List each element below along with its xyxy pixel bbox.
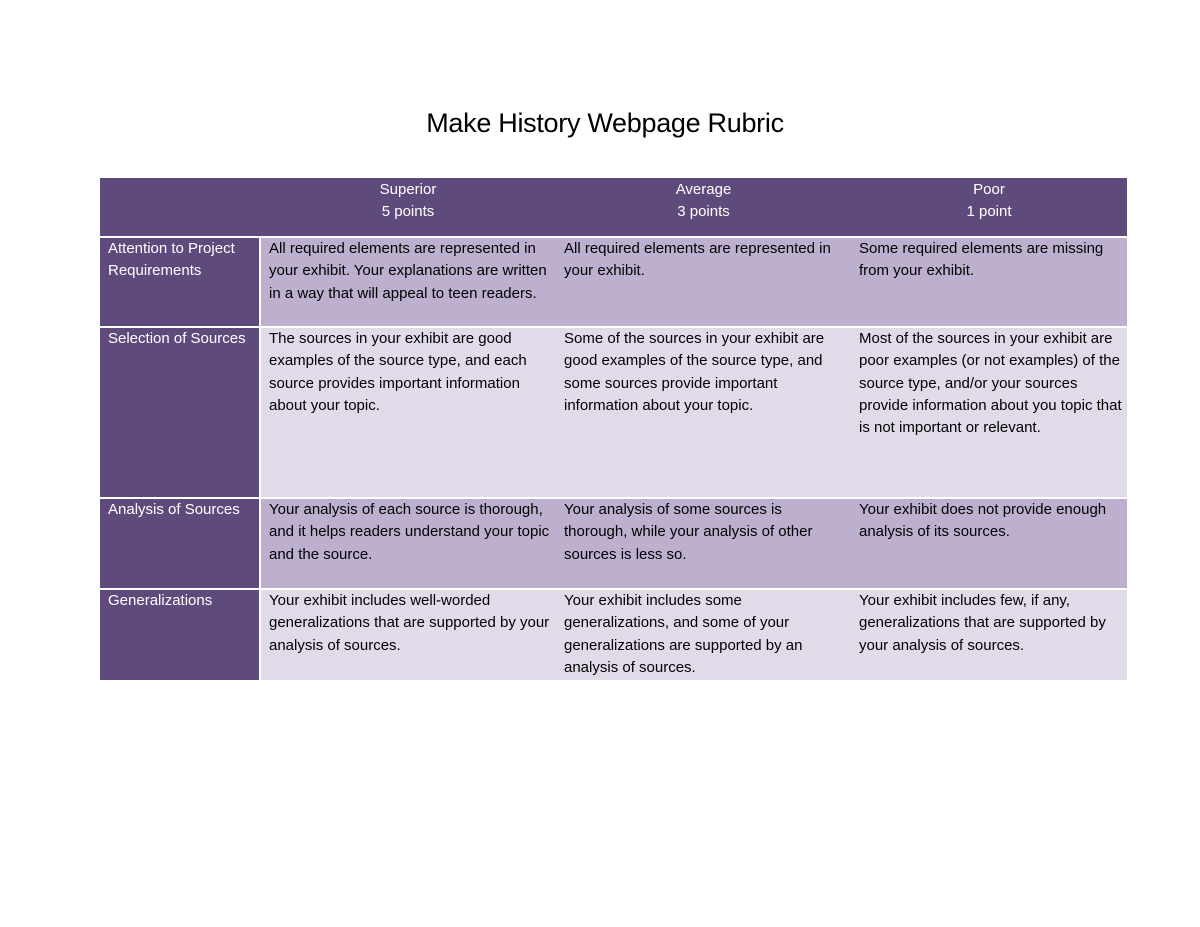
criterion-cell: Generalizations [100,589,260,681]
poor-cell: Most of the sources in your exhibit are poor examples (or not examples) of the source type, and/or your sources provide information about you topic that is not important or relevant. [851,327,1127,498]
poor-cell: Your exhibit includes few, if any, generalizations that are supported by your analysis of sources. [851,589,1127,681]
average-cell: Your exhibit includes some generalizations, and some of your generalizations are supported by an analysis of sources. [556,589,851,681]
level-header-superior [260,178,556,237]
average-cell: Your analysis of some sources is thorough, while your analysis of other sources is less so. [556,498,851,589]
rubric-header-row [100,178,1127,237]
page-title: Make History Webpage Rubric [426,108,784,138]
poor-cell: Some required elements are missing from your exhibit. [851,237,1127,327]
level-header-poor [851,178,1127,237]
level-points: 5 points [381,203,435,221]
superior-cell: The sources in your exhibit are good examples of the source type, and each source provides important information about your topic. [260,327,556,498]
rubric-row-attention [100,237,1127,327]
level-points: 3 points [677,203,730,221]
level-name: Average [675,181,732,198]
level-name: Poor [973,181,1005,198]
superior-cell: Your analysis of each source is thorough, and it helps readers understand your topic and the source. [260,498,556,589]
rubric-header [100,178,1127,237]
level-header-average [556,178,851,237]
level-points: 1 point [966,203,1012,221]
rubric-row-generalizations [100,589,1127,681]
level-name: Superior [379,181,437,198]
superior-cell: All required elements are represented in your exhibit. Your explanations are written in a way that will appeal to teen readers. [260,237,556,327]
criterion-cell: Attention to Project Requirements [100,237,260,327]
rubric-table [100,178,1127,682]
rubric-corner-cell [100,178,260,237]
superior-cell: Your exhibit includes well-worded generalizations that are supported by your analysis of sources. [260,589,556,681]
average-cell: All required elements are represented in your exhibit. [556,237,851,327]
average-cell: Some of the sources in your exhibit are good examples of the source type, and some sources provide important information about your topic. [556,327,851,498]
rubric-row-selection [100,327,1127,498]
criterion-cell: Analysis of Sources [100,498,260,589]
rubric-body [100,237,1127,681]
poor-cell: Your exhibit does not provide enough analysis of its sources. [851,498,1127,589]
rubric-row-analysis [100,498,1127,589]
criterion-cell: Selection of Sources [100,327,260,498]
